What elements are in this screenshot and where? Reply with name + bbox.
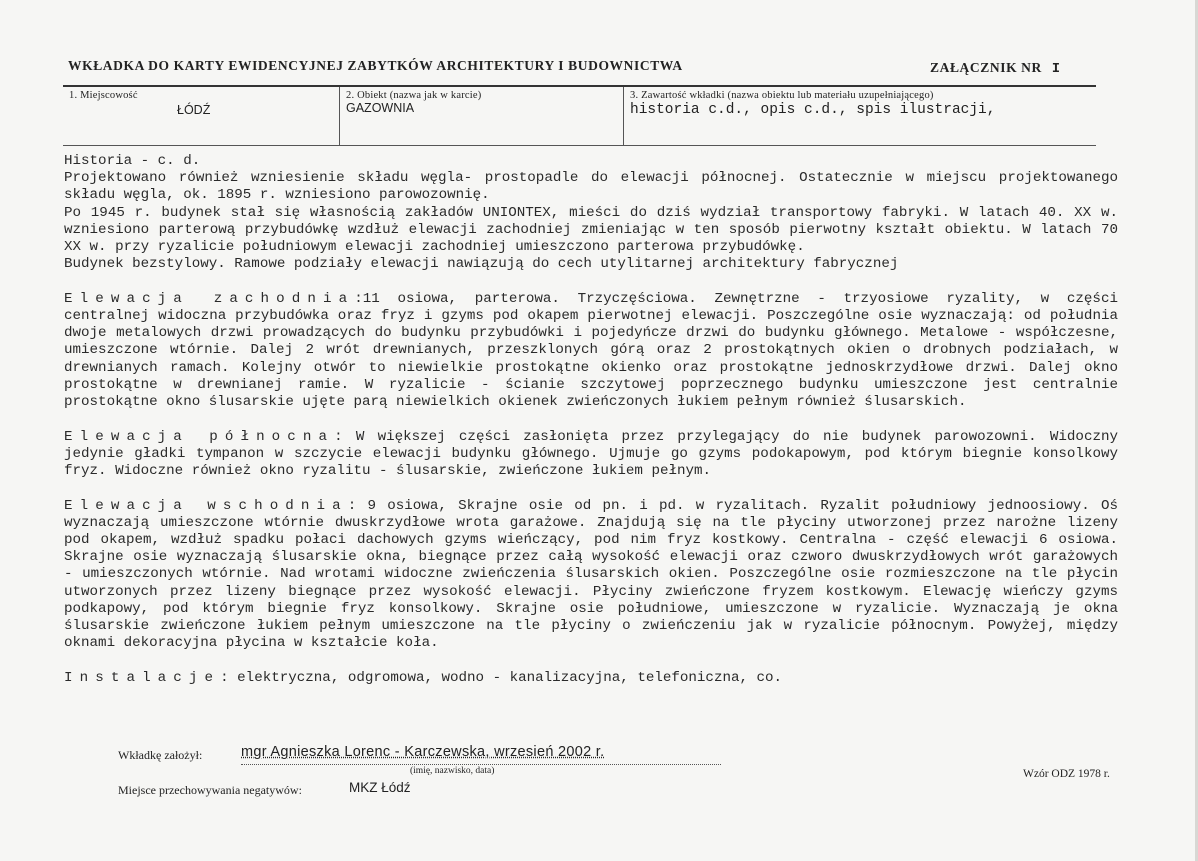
east-elevation-text: : 9 osiowa, Skrajne osie od pn. i pd. w ryzalitach. Ryzalit południowy jednoosiowy. Oś wyznaczają umieszczone wtórnie dwuskrzydłowe wrota garażowe. Znajdują się na tle płyciny utworzonej przez narożne lizeny pod okapem, wzdłuż spadku połaci dachowych gzyms wieńczący, pod nim fryz kostkowy. Centralna - część elewacji 6 osiowa. Skrajne osie wyznaczają ślusarskie okna, biegnące przez całą wysokość elewacji oraz czworo dwuskrzydłowych wrót garażowych - umieszczonych wtórnie. Nad wrotami widoczne zwieńczenia ślusarskich okien. Poszczególne osie rozmieszczone na tle płycin utworzonych przez lizeny biegnące przez wysokość elewacji. Płyciny zwieńczone fryzem kostkowym. Elewację wieńczy gzyms podkapowy, pod którym biegnie fryz konsolkowy. Skrajne osie południowe, umieszczone w ryzalicie. Wyznaczają je okna ślusarskie zwieńczone łukiem pełnym umieszczone na tle płyciny o zwieńczeniu jak w ryzalicie północnym. Powyżej, między oknami dekoracyjna płycina w kształcie koła. (64, 497, 1118, 652)
history-paragraph-1: Projektowano również wzniesienie składu węgla- prostopadle do elewacji północnej. Ostatecznie w miejscu projektowanego składu węgla, ok. 1895 r. wzniesiono parowozownię. (64, 170, 1118, 204)
field-content (624, 87, 1096, 145)
negatives-value: MKZ Łódź (349, 780, 411, 795)
attachment-label: ZAŁĄCZNIK NR (930, 60, 1042, 75)
history-paragraph-3: Budynek bezstylowy. Ramowe podziały elewacji nawiązują do cech utylitarnej architektury fabrycznej (64, 256, 899, 273)
author-dotted-line (241, 764, 721, 765)
field-object-label: 2. Obiekt (nazwa jak w karcie) (346, 90, 482, 101)
north-elevation-heading: Elewacja północna (64, 428, 335, 445)
negatives-label: Miejsce przechowywania negatywów: (118, 783, 302, 797)
west-elevation-section (64, 291, 1118, 411)
field-content-value: historia c.d., opis c.d., spis ilustracji, (630, 102, 996, 118)
history-paragraph-2: Po 1945 r. budynek stał się własnością zakładów UNIONTEX, mieści do dziś wydział transportowy fabryki. W latach 40. XX w. wzniesiono parterową przybudówkę wzdłuż elewacji zachodniej zmieniając w ten sposób pierwotny kształt obiektu. W latach 70 XX w. przy ryzalicie południowym elewacji zachodniej umieszczono parterowa przybudówkę. (64, 204, 1118, 256)
author-label: Wkładkę założył: (118, 748, 203, 762)
installations-section (64, 670, 1118, 687)
north-elevation-section (64, 429, 1118, 481)
field-object-value: GAZOWNIA (346, 101, 415, 115)
west-elevation-text: :11 osiowa, parterowa. Trzyczęściowa. Zewnętrzne - trzyosiowe ryzality, w części centralnej widoczna przybudówka oraz fryz i gzyms pod okapem pierwotnej elewacji. Poszczególne osie wyznaczają: od południa dwoje metalowych drzwi prowadzących do budynku przybudówki i pojedyńcze drzwi do budynku głównego. Metalowe - współczesne, umieszczone wtórnie. Dalej 2 wrót drewnianych, przeszklonych górą oraz 2 prostokątnych okien o drobnych podziałach, w drewnianych ramach. Kolejny otwór to niewielkie prostokątne okienko oraz prostokątne jednoskrzydłowe drzwi. Dalej okno prostokątne w drewnianej ramie. W ryzalicie - ścianie szczytowej poprzecznego budynku umieszczone jest centralnie prostokątne okno ślusarskie ujęte parą niewielkich okienek zwieńczonych łukiem pełnym również ślusarskich. (64, 290, 1118, 411)
template-note: Wzór ODZ 1978 r. (1023, 768, 1110, 780)
document-body (64, 153, 1118, 704)
field-place-value: ŁÓDŹ (177, 103, 211, 117)
field-content-label: 3. Zawartość wkładki (nazwa obiektu lub materiału uzupełniającego) (630, 90, 934, 101)
installations-heading: Instalacje (64, 669, 221, 686)
west-elevation-heading: Elewacja zachodnia (64, 290, 355, 307)
form-title: WKŁADKA DO KARTY EWIDENCYJNEJ ZABYTKÓW ARCHITEKTURY I BUDOWNICTWA (68, 58, 683, 73)
east-elevation-section (64, 498, 1118, 653)
field-place-label: 1. Miejscowość (69, 90, 138, 101)
installations-text: : elektryczna, odgromowa, wodno - kanalizacyjna, telefoniczna, co. (220, 669, 783, 686)
author-sublabel: (imię, nazwisko, data) (410, 766, 495, 776)
north-elevation-text: : W większej części zasłonięta przez przylegający do nie budynek parowozowni. Widoczny jedynie gładki tympanon w szczycie elewacji budynku głównego. Ujmuje go gzyms podokapowym, pod którym biegnie konsolkowy fryz. Widoczne również okno ryzalitu - ślusarskie, zwieńczone łukiem pełnym. (64, 428, 1118, 480)
history-heading: Historia - c. d. (64, 153, 201, 169)
field-object (340, 87, 624, 145)
author-value: mgr Agnieszka Lorenc - Karczewska, wrzesień 2002 r. (241, 744, 605, 760)
field-place (63, 87, 340, 145)
attachment-number-label (930, 60, 1061, 77)
attachment-number: I (1051, 62, 1061, 77)
east-elevation-heading: Elewacja wschodnia (64, 497, 348, 514)
fields-table (63, 85, 1096, 146)
